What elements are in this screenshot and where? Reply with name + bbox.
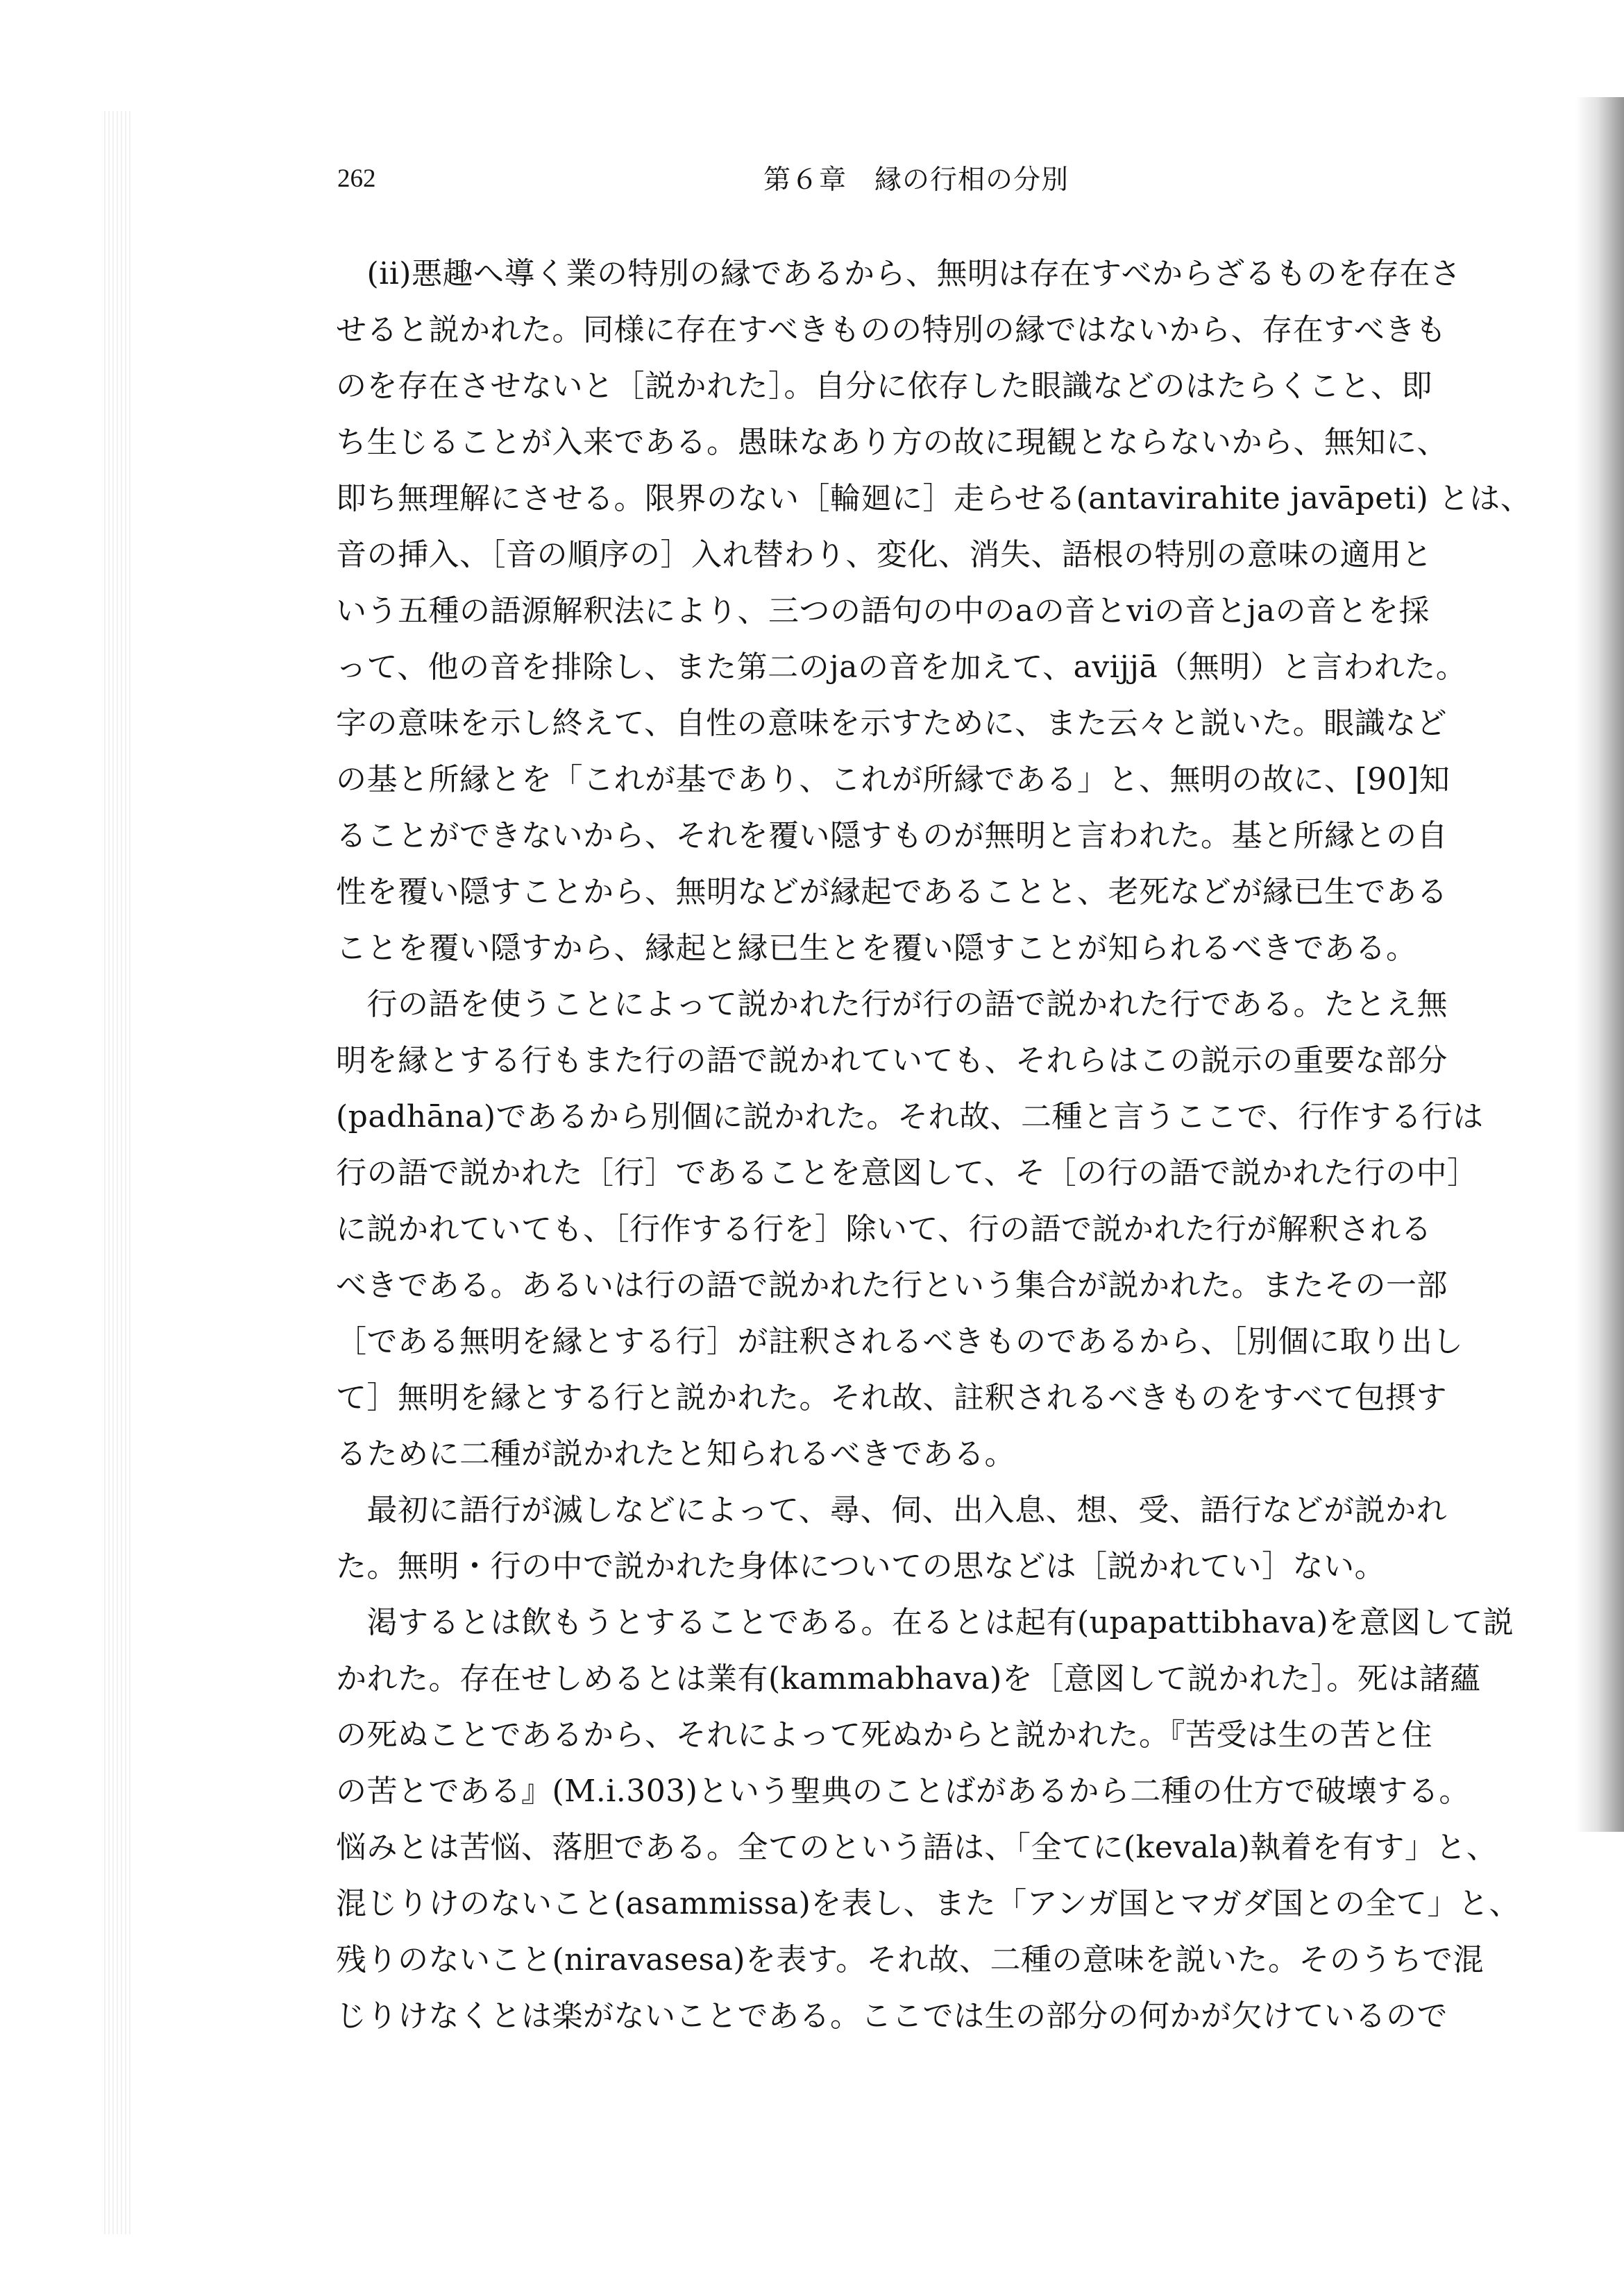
text-line: (padhāna)であるから別個に説かれた。それ故、二種と言うここで、行作する行は bbox=[336, 1099, 1484, 1134]
text-line: た。無明・行の中で説かれた身体についての思などは［説かれてい］ない。 bbox=[336, 1549, 1386, 1584]
text-line: じりけなくとは楽がないことである。ここでは生の部分の何かが欠けているので bbox=[336, 1998, 1448, 2034]
text-line: 行の語で説かれた［行］であることを意図して、そ［の行の語で説かれた行の中］ bbox=[336, 1155, 1478, 1191]
text-line: 悩みとは苦悩、落胆である。全てのという語は、「全てに(kevala)執着を有す」と、 bbox=[336, 1830, 1498, 1865]
text-line: 混じりけのないこと(asammissa)を表し、また「アンガ国とマガダ国との全て」と、 bbox=[336, 1886, 1521, 1921]
text-line: ことを覆い隠すから、縁起と縁已生とを覆い隠すことが知られるべきである。 bbox=[336, 930, 1417, 966]
text-line: ち生じることが入来である。愚昧なあり方の故に現観とならないから、無知に、 bbox=[336, 425, 1448, 460]
text-line: 音の挿入、［音の順序の］入れ替わり、変化、消失、語根の特別の意味の適用と bbox=[336, 537, 1432, 572]
text-line: ることができないから、それを覆い隠すものが無明と言われた。基と所縁との自 bbox=[336, 818, 1448, 853]
text-line: 残りのないこと(niravasesa)を表す。それ故、二種の意味を説いた。そのうちで混 bbox=[336, 1942, 1485, 1978]
text-line: の苦とである』(M.i.303)という聖典のことばがあるから二種の仕方で破壊する。 bbox=[336, 1774, 1470, 1809]
text-line: の死ぬことであるから、それによって死ぬからと説かれた。『苦受は生の苦と住 bbox=[336, 1717, 1432, 1753]
text-line: 字の意味を示し終えて、自性の意味を示すために、また云々と説いた。眼識など bbox=[336, 706, 1448, 741]
text-line: の基と所縁とを「これが基であり、これが所縁である」と、無明の故に、[90]知 bbox=[336, 762, 1450, 797]
text-line: 明を縁とする行もまた行の語で説かれていても、それらはこの説示の重要な部分 bbox=[336, 1043, 1448, 1078]
text-line: 最初に語行が滅しなどによって、尋、伺、出入息、想、受、語行などが説かれ bbox=[336, 1493, 1448, 1528]
text-line: って、他の音を排除し、また第二のjaの音を加えて、avijjā（無明）と言われた。 bbox=[336, 649, 1467, 685]
body-text bbox=[336, 246, 1530, 2044]
text-line: (ii)悪趣へ導く業の特別の縁であるから、無明は存在すべからざるものを存在さ bbox=[336, 256, 1462, 291]
text-line: て］無明を縁とする行と説かれた。それ故、註釈されるべきものをすべて包摂す bbox=[336, 1380, 1448, 1415]
text-line: のを存在させないと［説かれた］。自分に依存した眼識などのはたらくこと、即 bbox=[336, 368, 1432, 404]
text-line: ［である無明を縁とする行］が註釈されるべきものであるから、［別個に取り出し bbox=[336, 1324, 1464, 1359]
text-line: るために二種が説かれたと知られるべきである。 bbox=[336, 1436, 1015, 1472]
text-line: 即ち無理解にさせる。限界のない［輪廻に］走らせる(antavirahite javāpeti) とは、 bbox=[336, 481, 1532, 516]
text-line: かれた。存在せしめるとは業有(kammabhava)を［意図して説かれた］。死は諸蘊 bbox=[336, 1661, 1481, 1697]
text-line: べきである。あるいは行の語で説かれた行という集合が説かれた。またその一部 bbox=[336, 1268, 1448, 1303]
text-line: いう五種の語源解釈法により、三つの語句の中のaの音とviの音とjaの音とを採 bbox=[336, 593, 1430, 629]
binding-shadow bbox=[104, 111, 132, 2234]
page-number: 262 bbox=[337, 164, 376, 193]
running-header-chapter-title: 第６章 縁の行相の分別 bbox=[763, 164, 1069, 196]
text-line: 渇するとは飲もうとすることである。在るとは起有(upapattibhava)を意図して説 bbox=[336, 1605, 1514, 1640]
text-line: に説かれていても、［行作する行を］除いて、行の語で説かれた行が解釈される bbox=[336, 1211, 1432, 1247]
text-line: せると説かれた。同様に存在すべきものの特別の縁ではないから、存在すべきも bbox=[336, 312, 1447, 348]
page-edge-shadow bbox=[1575, 97, 1624, 1832]
text-line: 行の語を使うことによって説かれた行が行の語で説かれた行である。たとえ無 bbox=[336, 987, 1448, 1022]
text-line: 性を覆い隠すことから、無明などが縁起であることと、老死などが縁已生である bbox=[336, 874, 1448, 910]
